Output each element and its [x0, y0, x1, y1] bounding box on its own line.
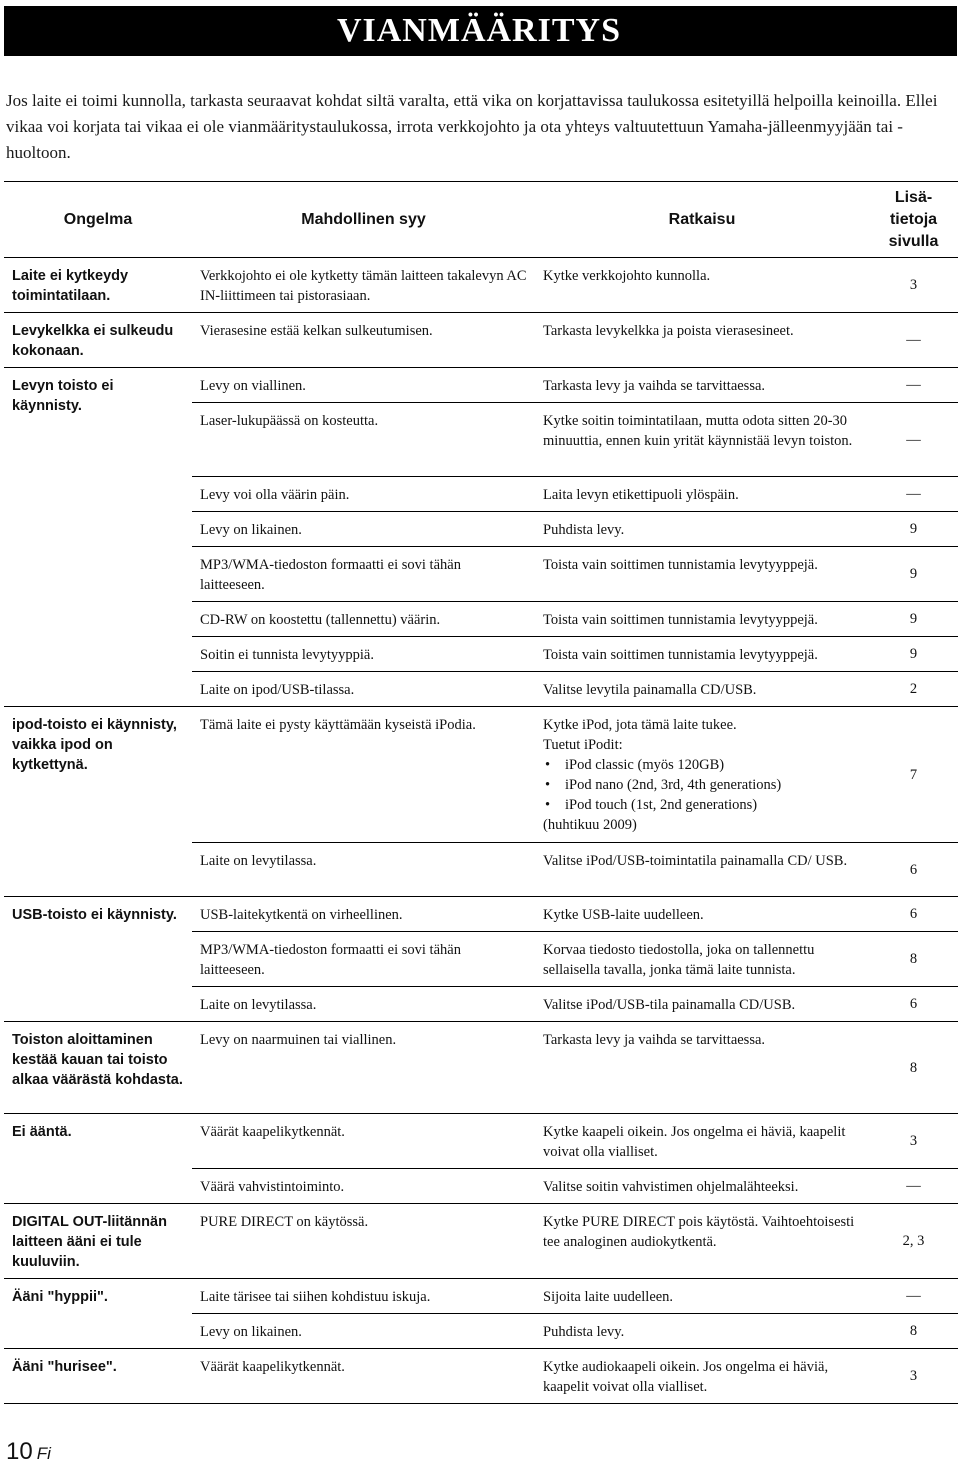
solution-extra: Tuetut iPodit:: [543, 737, 623, 753]
table-row: [4, 707, 958, 843]
page-ref-cell: 9: [869, 547, 958, 602]
problem-cell: Ääni "hurisee".: [4, 1349, 192, 1404]
ipod-model-list: [543, 755, 861, 815]
problem-cell: USB-toisto ei käynnisty.: [4, 897, 192, 1022]
table-row: [4, 897, 958, 932]
cause-cell: Levy on viallinen.: [192, 368, 535, 403]
page-ref-cell: —: [869, 477, 958, 512]
solution-cell: Laita levyn etikettipuoli ylöspäin.: [535, 477, 869, 512]
problem-cell: Toiston aloittaminen kestää kauan tai toisto alkaa väärästä kohdasta.: [4, 1022, 192, 1114]
solution-cell: Kytke PURE DIRECT pois käytöstä. Vaihtoehtoisesti tee analoginen audiokytkentä.: [535, 1204, 869, 1279]
page-ref-cell: 9: [869, 602, 958, 637]
solution-cell: Valitse iPod/USB-toimintatila painamalla CD/ USB.: [535, 843, 869, 897]
solution-cell: Kytke audiokaapeli oikein. Jos ongelma ei häviä, kaapelit voivat olla vialliset.: [535, 1349, 869, 1404]
solution-cell: Sijoita laite uudelleen.: [535, 1279, 869, 1314]
problem-cell: ipod-toisto ei käynnisty, vaikka ipod on kytkettynä.: [4, 707, 192, 897]
footer-language: Fi: [36, 1444, 51, 1463]
solution-cell: Korvaa tiedosto tiedostolla, joka on tallennettu sellaisella tavalla, jonka tämä laite tunnista.: [535, 932, 869, 987]
cause-cell: MP3/WMA-tiedoston formaatti ei sovi tähän laitteeseen.: [192, 932, 535, 987]
solution-cell: Puhdista levy.: [535, 512, 869, 547]
solution-cell: [535, 707, 869, 843]
page-ref-cell: 9: [869, 512, 958, 547]
page-ref-cell: —: [869, 1169, 958, 1204]
table-row: [4, 1279, 958, 1314]
table-row: [4, 313, 958, 368]
page-ref-cell: 6: [869, 987, 958, 1022]
page-ref-cell: 9: [869, 637, 958, 672]
cause-cell: Väärä vahvistintoiminto.: [192, 1169, 535, 1204]
header-page: Lisä- tietoja sivulla: [869, 182, 958, 258]
table-header-row: [4, 182, 958, 258]
solution-cell: Toista vain soittimen tunnistamia levytyyppejä.: [535, 602, 869, 637]
cause-cell: Laser-lukupäässä on kosteutta.: [192, 403, 535, 477]
page-ref-cell: 6: [869, 843, 958, 897]
table-row: [4, 1114, 958, 1169]
page-ref-cell: —: [869, 403, 958, 477]
solution-cell: Tarkasta levykelkka ja poista vierasesineet.: [535, 313, 869, 368]
cause-cell: MP3/WMA-tiedoston formaatti ei sovi tähän laitteeseen.: [192, 547, 535, 602]
header-solution: Ratkaisu: [535, 182, 869, 258]
table-row: [4, 258, 958, 313]
footer-page-number: 10: [6, 1438, 33, 1465]
cause-cell: Levy on naarmuinen tai viallinen.: [192, 1022, 535, 1114]
page-ref-cell: —: [869, 313, 958, 368]
solution-cell: Kytke kaapeli oikein. Jos ongelma ei häviä, kaapelit voivat olla vialliset.: [535, 1114, 869, 1169]
problem-cell: Ei ääntä.: [4, 1114, 192, 1204]
page-ref-cell: 2: [869, 672, 958, 707]
solution-cell: Kytke soitin toimintatilaan, mutta odota sitten 20-30 minuuttia, ennen kuin yrität käynnistää levyn toiston.: [535, 403, 869, 477]
cause-cell: Väärät kaapelikytkennät.: [192, 1114, 535, 1169]
solution-cell: Tarkasta levy ja vaihda se tarvittaessa.: [535, 1022, 869, 1114]
problem-cell: Ääni "hyppii".: [4, 1279, 192, 1349]
solution-cell: Valitse levytila painamalla CD/USB.: [535, 672, 869, 707]
solution-cell: Kytke verkkojohto kunnolla.: [535, 258, 869, 313]
solution-cell: Toista vain soittimen tunnistamia levytyyppejä.: [535, 637, 869, 672]
problem-cell: DIGITAL OUT-liitännän laitteen ääni ei tule kuuluviin.: [4, 1204, 192, 1279]
page-ref-cell: 3: [869, 258, 958, 313]
solution-text: Kytke iPod, jota tämä laite tukee.: [543, 717, 737, 733]
page-ref-cell: 8: [869, 1314, 958, 1349]
page-ref-cell: 8: [869, 1022, 958, 1114]
cause-cell: Laite on levytilassa.: [192, 843, 535, 897]
solution-cell: Valitse soitin vahvistimen ohjelmalähteeksi.: [535, 1169, 869, 1204]
header-problem: Ongelma: [4, 182, 192, 258]
page-title: VIANMÄÄRITYS: [4, 6, 957, 56]
cause-cell: Soitin ei tunnista levytyyppiä.: [192, 637, 535, 672]
list-item: • iPod classic (myös 120GB): [543, 755, 861, 775]
page-ref-cell: 2, 3: [869, 1204, 958, 1279]
cause-cell: Levy on likainen.: [192, 1314, 535, 1349]
solution-cell: Kytke USB-laite uudelleen.: [535, 897, 869, 932]
solution-cell: Valitse iPod/USB-tila painamalla CD/USB.: [535, 987, 869, 1022]
solution-cell: Toista vain soittimen tunnistamia levytyyppejä.: [535, 547, 869, 602]
page-ref-cell: 3: [869, 1349, 958, 1404]
problem-cell: Levyn toisto ei käynnisty.: [4, 368, 192, 707]
problem-cell: Levykelkka ei sulkeudu kokonaan.: [4, 313, 192, 368]
cause-cell: USB-laitekytkentä on virheellinen.: [192, 897, 535, 932]
page-ref-cell: 8: [869, 932, 958, 987]
page-ref-cell: —: [869, 368, 958, 403]
cause-cell: Laite on levytilassa.: [192, 987, 535, 1022]
cause-cell: Levy on likainen.: [192, 512, 535, 547]
cause-cell: CD-RW on koostettu (tallennettu) väärin.: [192, 602, 535, 637]
table-row: [4, 1204, 958, 1279]
list-item: • iPod touch (1st, 2nd generations): [543, 795, 861, 815]
cause-cell: Väärät kaapelikytkennät.: [192, 1349, 535, 1404]
cause-cell: Levy voi olla väärin päin.: [192, 477, 535, 512]
list-item: • iPod nano (2nd, 3rd, 4th generations): [543, 775, 861, 795]
header-cause: Mahdollinen syy: [192, 182, 535, 258]
page-footer: [6, 1438, 51, 1466]
page-ref-cell: 6: [869, 897, 958, 932]
page-ref-cell: 3: [869, 1114, 958, 1169]
cause-cell: Vierasesine estää kelkan sulkeutumisen.: [192, 313, 535, 368]
page-ref-cell: 7: [869, 707, 958, 843]
solution-cell: Tarkasta levy ja vaihda se tarvittaessa.: [535, 368, 869, 403]
cause-cell: PURE DIRECT on käytössä.: [192, 1204, 535, 1279]
solution-tail: (huhtikuu 2009): [543, 817, 637, 833]
cause-cell: Tämä laite ei pysty käyttämään kyseistä iPodia.: [192, 707, 535, 843]
cause-cell: Laite tärisee tai siihen kohdistuu iskuja.: [192, 1279, 535, 1314]
table-row: [4, 1022, 958, 1114]
cause-cell: Laite on ipod/USB-tilassa.: [192, 672, 535, 707]
troubleshooting-table: [4, 181, 958, 1404]
intro-paragraph: Jos laite ei toimi kunnolla, tarkasta seuraavat kohdat siltä varalta, että vika on korjattavissa taulukossa esitetyillä helpoilla keinoilla. Ellei vikaa voi korjata tai vikaa ei ole vianmääritystaulukossa, irrota verkkojohto ja ota yhteys valtuutettuun Yamaha-jälleenmyyjään tai -huoltoon.: [6, 91, 938, 162]
cause-cell: Verkkojohto ei ole kytketty tämän laitteen takalevyn AC IN-liittimeen tai pistorasiaan.: [192, 258, 535, 313]
table-row: [4, 368, 958, 403]
problem-cell: Laite ei kytkeydy toimintatilaan.: [4, 258, 192, 313]
page-ref-cell: —: [869, 1279, 958, 1314]
solution-cell: Puhdista levy.: [535, 1314, 869, 1349]
table-row: [4, 1349, 958, 1404]
